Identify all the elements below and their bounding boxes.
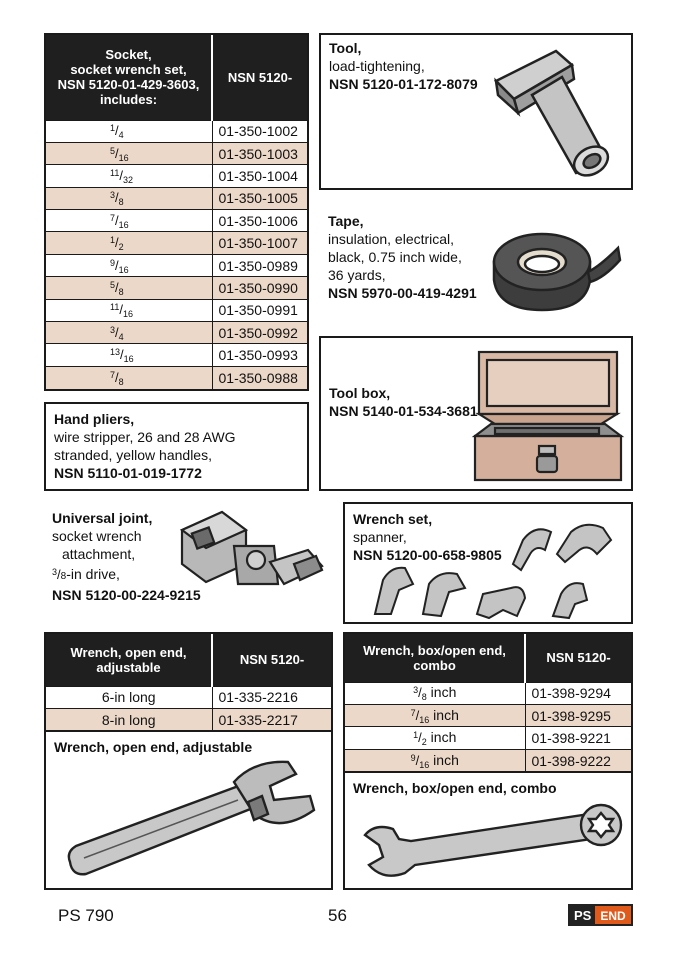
adj-wrench-length: 8-in long	[46, 708, 212, 730]
combination-wrench-icon	[355, 799, 629, 887]
wrench-set-title: Wrench set,	[353, 511, 433, 527]
electrical-tape-icon	[488, 218, 626, 318]
wrench-set-nsn: NSN 5120-00-658-9805	[353, 547, 502, 563]
toolbox-panel	[319, 336, 633, 491]
pliers-nsn: NSN 5110-01-019-1772	[54, 465, 202, 481]
table-row	[46, 366, 307, 388]
spanner-wrench-set-icon	[365, 518, 629, 622]
table-row	[46, 686, 331, 708]
tape-line2: black, 0.75 inch wide,	[328, 249, 462, 265]
socket-nsn: 01-350-1003	[212, 142, 307, 164]
combo-wrench-size: $^9/_{16}$ inch	[345, 749, 525, 771]
tool-desc: load-tightening,	[329, 58, 425, 74]
tool-nsn: NSN 5120-01-172-8079	[329, 76, 478, 92]
socket-table	[44, 33, 309, 391]
ujoint-title: Universal joint,	[52, 510, 153, 526]
adjustable-wrench-panel	[44, 730, 333, 890]
adj-wrench-length: 6-in long	[46, 686, 212, 708]
tool-title: Tool,	[329, 40, 362, 56]
table-row	[345, 682, 631, 704]
wrench-set-panel	[343, 502, 633, 624]
table-row	[46, 120, 307, 142]
wrench-set-desc: spanner,	[353, 529, 407, 545]
socket-nsn: 01-350-1005	[212, 187, 307, 209]
combo-wrench-table	[343, 632, 633, 774]
socket-nsn: 01-350-0990	[212, 277, 307, 299]
socket-size: $^3/_8$	[46, 187, 212, 209]
tape-title: Tape,	[328, 213, 364, 229]
socket-size: $^1/_2$	[46, 232, 212, 254]
table-row	[46, 708, 331, 730]
tape-text	[328, 212, 477, 302]
combo-wrench-size: $^7/_{16}$ inch	[345, 704, 525, 726]
table-row	[46, 299, 307, 321]
load-tightening-tool-icon	[486, 43, 626, 183]
table-row	[46, 322, 307, 344]
adj-table-header-item: Wrench, open end, adjustable	[46, 634, 212, 686]
toolbox-title: Tool box,	[329, 385, 391, 401]
combo-wrench-nsn: 01-398-9221	[525, 727, 631, 749]
universal-joint-icon	[174, 500, 328, 610]
table-row	[46, 344, 307, 366]
combo-wrench-nsn: 01-398-9295	[525, 704, 631, 726]
socket-size: $^1/_4$	[46, 120, 212, 142]
pliers-line1: wire stripper, 26 and 28 AWG	[54, 429, 236, 445]
socket-nsn: 01-350-1002	[212, 120, 307, 142]
combo-wrench-nsn: 01-398-9222	[525, 749, 631, 771]
table-row	[46, 210, 307, 232]
table-row	[46, 142, 307, 164]
footer-publication: PS 790	[58, 906, 114, 925]
page-number: 56	[328, 906, 347, 925]
table-row	[345, 749, 631, 771]
table-row	[345, 704, 631, 726]
combo-table-header-item: Wrench, box/open end, combo	[345, 634, 525, 682]
combo-wrench-size: $^1/_2$ inch	[345, 727, 525, 749]
combo-wrench-nsn: 01-398-9294	[525, 682, 631, 704]
tool-panel	[319, 33, 633, 190]
pliers-line2: stranded, yellow handles,	[54, 447, 212, 463]
combo-wrench-panel	[343, 771, 633, 890]
socket-size: $^5/_{16}$	[46, 142, 212, 164]
ujoint-line1: socket wrench	[52, 528, 142, 544]
socket-nsn: 01-350-0992	[212, 322, 307, 344]
toolbox-nsn: NSN 5140-01-534-3681	[329, 403, 478, 419]
ps-logo-text: PS	[570, 906, 595, 924]
socket-nsn: 01-350-0989	[212, 254, 307, 276]
tool-box-icon	[469, 346, 629, 488]
socket-nsn: 01-350-0988	[212, 366, 307, 388]
socket-size: $^7/_8$	[46, 366, 212, 388]
end-logo-text: END	[595, 906, 630, 924]
tape-line1: insulation, electrical,	[328, 231, 455, 247]
socket-size: $^{11}/_{32}$	[46, 165, 212, 187]
socket-nsn: 01-350-1006	[212, 210, 307, 232]
ujoint-nsn: NSN 5120-00-224-9215	[52, 587, 201, 603]
adj-wrench-caption: Wrench, open end, adjustable	[54, 739, 253, 755]
adj-wrench-nsn: 01-335-2217	[212, 708, 331, 730]
socket-size: $^9/_{16}$	[46, 254, 212, 276]
combo-wrench-size: $^3/_8$ inch	[345, 682, 525, 704]
pliers-panel	[44, 402, 309, 491]
adj-table-header-nsn: NSN 5120-	[212, 634, 331, 686]
pliers-title: Hand pliers,	[54, 411, 135, 427]
socket-size: $^5/_8$	[46, 277, 212, 299]
socket-nsn: 01-350-0993	[212, 344, 307, 366]
tape-line3: 36 yards,	[328, 267, 386, 283]
table-row	[46, 232, 307, 254]
adj-wrench-nsn: 01-335-2216	[212, 686, 331, 708]
socket-size: $^{13}/_{16}$	[46, 344, 212, 366]
socket-nsn: 01-350-0991	[212, 299, 307, 321]
ujoint-drive: $^3$/8-in drive,	[52, 566, 120, 582]
ps-end-logo	[568, 904, 633, 926]
socket-table-header-item: Socket, socket wrench set, NSN 5120-01-429-3603, includes:	[46, 35, 212, 120]
ujoint-line2: attachment,	[62, 546, 136, 562]
table-row	[46, 277, 307, 299]
socket-size: $^7/_{16}$	[46, 210, 212, 232]
socket-size: $^3/_4$	[46, 322, 212, 344]
socket-nsn: 01-350-1004	[212, 165, 307, 187]
adjustable-wrench-icon	[58, 752, 324, 886]
combo-wrench-caption: Wrench, box/open end, combo	[353, 780, 557, 796]
table-row	[345, 727, 631, 749]
table-row	[46, 254, 307, 276]
socket-nsn: 01-350-1007	[212, 232, 307, 254]
combo-table-header-nsn: NSN 5120-	[525, 634, 631, 682]
table-row	[46, 187, 307, 209]
adjustable-wrench-table	[44, 632, 333, 733]
table-row	[46, 165, 307, 187]
socket-size: $^{11}/_{16}$	[46, 299, 212, 321]
socket-table-header-nsn: NSN 5120-	[212, 35, 307, 120]
tape-nsn: NSN 5970-00-419-4291	[328, 285, 477, 301]
